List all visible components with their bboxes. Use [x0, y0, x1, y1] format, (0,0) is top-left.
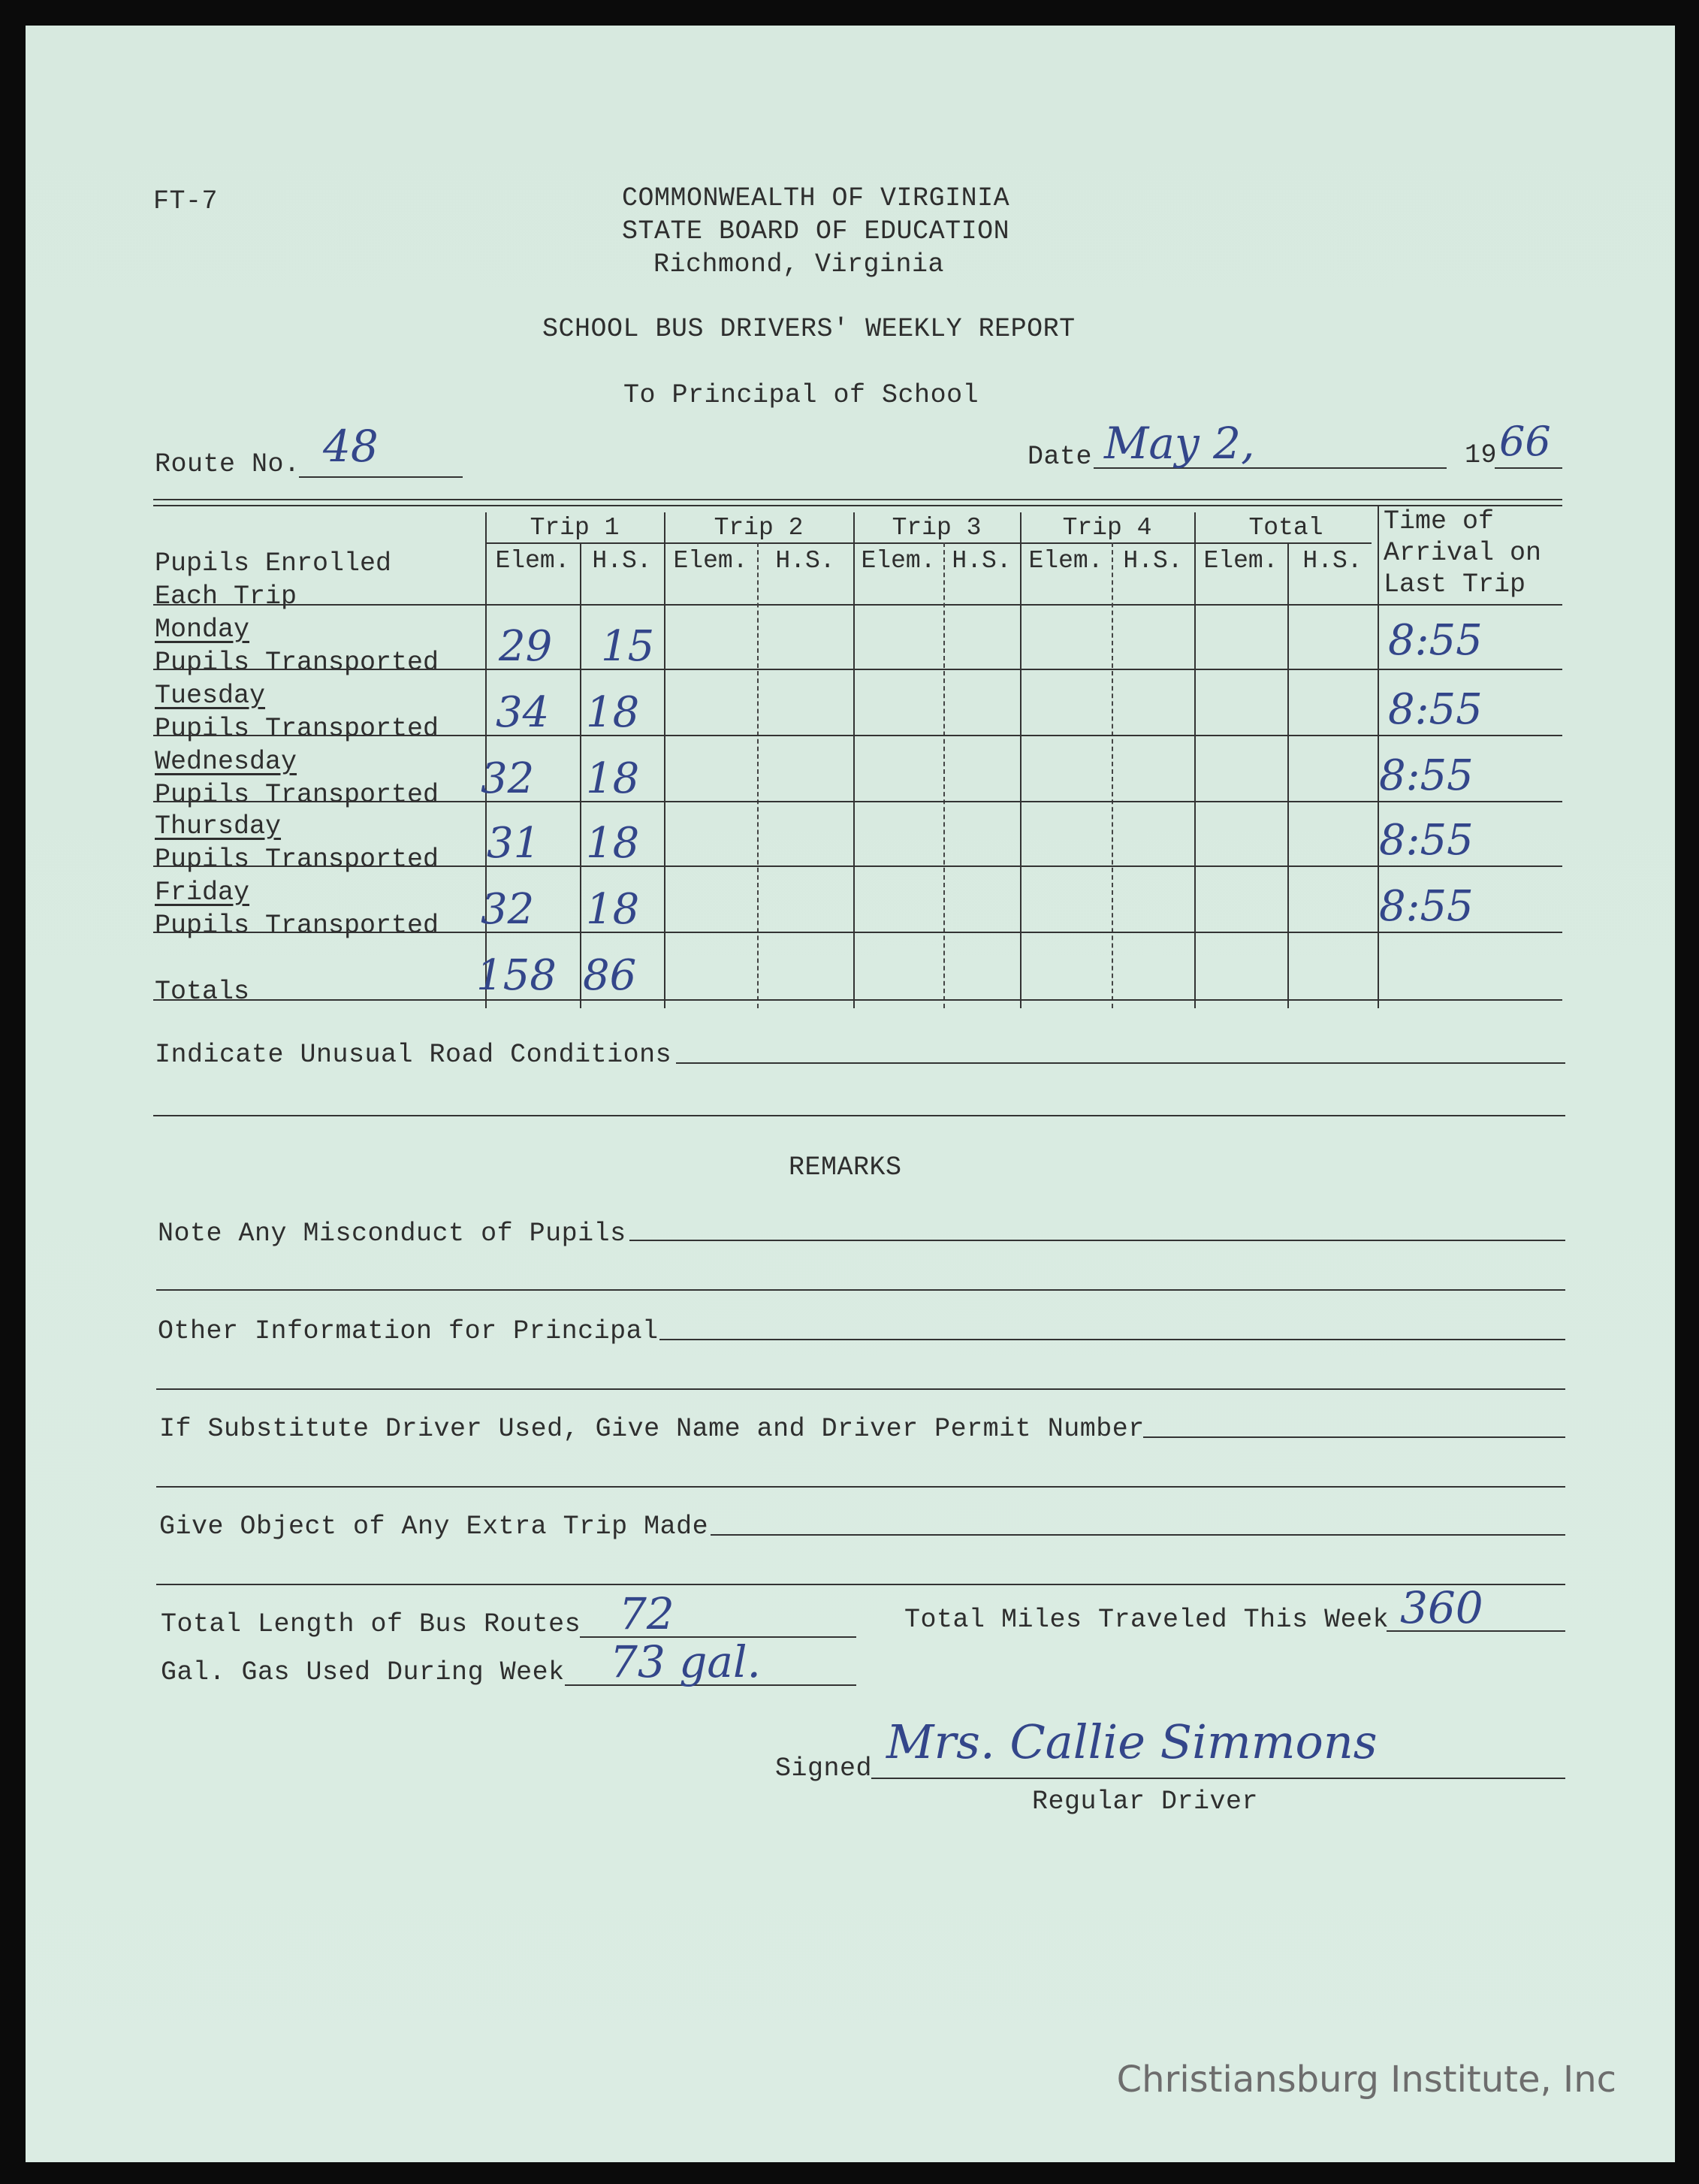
transported-label: Pupils Transported	[155, 780, 439, 810]
signature-value: Mrs. Callie Simmons	[886, 1714, 1378, 1769]
transported-label: Pupils Transported	[155, 911, 439, 941]
day-label: Monday	[155, 615, 250, 645]
group-header-rule	[485, 542, 1372, 544]
watermark-text: Christiansburg Institute, Inc	[1116, 2059, 1616, 2101]
cell-hs: 18	[586, 688, 640, 737]
cell-hs: 15	[601, 622, 655, 671]
cell-arrival: 8:55	[1379, 751, 1474, 800]
cell-arrival: 8:55	[1379, 816, 1474, 865]
arrival-header-2: Arrival on	[1384, 538, 1542, 568]
route-value: 48	[323, 421, 379, 472]
form-paper	[26, 26, 1675, 2162]
row-rule	[153, 735, 1562, 736]
route-length-label: Total Length of Bus Routes	[161, 1609, 581, 1639]
miles-value: 360	[1400, 1582, 1483, 1633]
table-bottom-rule	[153, 999, 1562, 1001]
day-label: Friday	[155, 878, 250, 908]
road-conditions-label: Indicate Unusual Road Conditions	[155, 1040, 672, 1070]
form-subtitle: To Principal of School	[623, 380, 979, 410]
row-rule	[153, 932, 1562, 933]
cell-elem: 32	[481, 885, 535, 934]
remarks-heading: REMARKS	[789, 1152, 902, 1183]
cell-hs: 18	[586, 819, 640, 868]
col-trip4-left	[1020, 512, 1022, 1008]
form-title: SCHOOL BUS DRIVERS' WEEKLY REPORT	[542, 314, 1076, 344]
date-label: Date	[1028, 442, 1093, 472]
col-trip3-mid	[943, 542, 945, 1008]
arrival-header-3: Last Trip	[1384, 569, 1526, 600]
row-header-enrolled: Pupils Enrolled	[155, 548, 392, 578]
arrival-header-1: Time of	[1384, 506, 1495, 536]
cell-hs: 18	[586, 885, 640, 934]
table-top-rule	[153, 499, 1562, 500]
day-label: Tuesday	[155, 681, 266, 711]
col-trip2-mid	[757, 542, 759, 1008]
cell-elem: 31	[487, 819, 541, 868]
sub-total-elem: Elem.	[1203, 547, 1278, 575]
row-header-each-trip: Each Trip	[155, 581, 297, 612]
table-top-rule-2	[153, 505, 1562, 506]
cell-elem: 34	[496, 688, 550, 737]
col-trip3-left	[853, 512, 855, 1008]
row-rule	[153, 865, 1562, 867]
group-trip3: Trip 3	[892, 514, 982, 542]
sub-trip1-hs: H.S.	[592, 547, 652, 575]
year-underline	[1495, 467, 1562, 469]
year-suffix: 66	[1499, 418, 1551, 465]
signed-label: Signed	[775, 1754, 873, 1784]
substitute-line-1	[1143, 1436, 1565, 1438]
miles-label: Total Miles Traveled This Week	[904, 1605, 1390, 1635]
col-trip2-left	[664, 512, 665, 1008]
header-bottom-rule	[153, 604, 1562, 606]
sub-trip3-hs: H.S.	[952, 547, 1012, 575]
header-city: Richmond, Virginia	[653, 249, 945, 279]
sub-trip3-elem: Elem.	[861, 547, 936, 575]
group-trip2: Trip 2	[714, 514, 804, 542]
date-value: May 2,	[1104, 418, 1255, 469]
header-commonwealth: COMMONWEALTH OF VIRGINIA	[622, 183, 1010, 213]
extra-trip-line-1	[711, 1534, 1565, 1536]
transported-label: Pupils Transported	[155, 844, 439, 875]
group-total: Total	[1248, 514, 1323, 542]
sub-trip4-elem: Elem.	[1028, 547, 1103, 575]
row-rule	[153, 801, 1562, 802]
road-conditions-line-1	[676, 1062, 1565, 1064]
header-board: STATE BOARD OF EDUCATION	[622, 216, 1010, 246]
road-conditions-line-2	[153, 1115, 1565, 1116]
transported-label: Pupils Transported	[155, 714, 439, 744]
totals-label: Totals	[155, 977, 250, 1007]
row-rule	[153, 669, 1562, 670]
form-code: FT-7	[153, 186, 219, 216]
other-info-line-1	[659, 1339, 1565, 1340]
col-total-left	[1194, 512, 1196, 1008]
cell-elem: 29	[499, 622, 553, 671]
day-label: Thursday	[155, 811, 282, 841]
extra-trip-line-2	[156, 1584, 1565, 1585]
sub-trip2-elem: Elem.	[673, 547, 748, 575]
other-info-line-2	[156, 1388, 1565, 1390]
route-length-value: 72	[619, 1588, 674, 1639]
substitute-label: If Substitute Driver Used, Give Name and Driver Permit Number	[159, 1414, 1145, 1444]
cell-hs: 18	[586, 754, 640, 803]
col-total-mid	[1287, 542, 1289, 1008]
cell-arrival: 8:55	[1388, 685, 1483, 734]
cell-elem: 32	[481, 754, 535, 803]
cell-arrival: 8:55	[1379, 882, 1474, 931]
substitute-line-2	[156, 1486, 1565, 1488]
gas-label: Gal. Gas Used During Week	[161, 1657, 565, 1687]
col-trip4-mid	[1112, 542, 1113, 1008]
gas-value: 73 gal.	[610, 1636, 761, 1687]
cell-arrival: 8:55	[1388, 616, 1483, 665]
year-prefix: 19	[1465, 440, 1498, 470]
route-label: Route No.	[155, 449, 300, 479]
route-underline	[299, 476, 463, 478]
sub-trip1-elem: Elem.	[495, 547, 570, 575]
misconduct-label: Note Any Misconduct of Pupils	[158, 1219, 626, 1249]
misconduct-line-2	[156, 1289, 1565, 1291]
group-trip4: Trip 4	[1062, 514, 1152, 542]
misconduct-line-1	[629, 1240, 1565, 1241]
sub-trip4-hs: H.S.	[1123, 547, 1183, 575]
day-label: Wednesday	[155, 747, 297, 777]
group-trip1: Trip 1	[530, 514, 620, 542]
signature-line	[871, 1778, 1565, 1779]
sub-total-hs: H.S.	[1302, 547, 1363, 575]
totals-hs: 86	[583, 951, 637, 1000]
col-trip1-mid	[580, 542, 581, 1008]
sub-trip2-hs: H.S.	[775, 547, 835, 575]
transported-label: Pupils Transported	[155, 648, 439, 678]
totals-elem: 158	[476, 951, 557, 1000]
signature-role: Regular Driver	[1032, 1787, 1259, 1817]
extra-trip-label: Give Object of Any Extra Trip Made	[159, 1512, 709, 1542]
other-info-label: Other Information for Principal	[158, 1316, 659, 1346]
